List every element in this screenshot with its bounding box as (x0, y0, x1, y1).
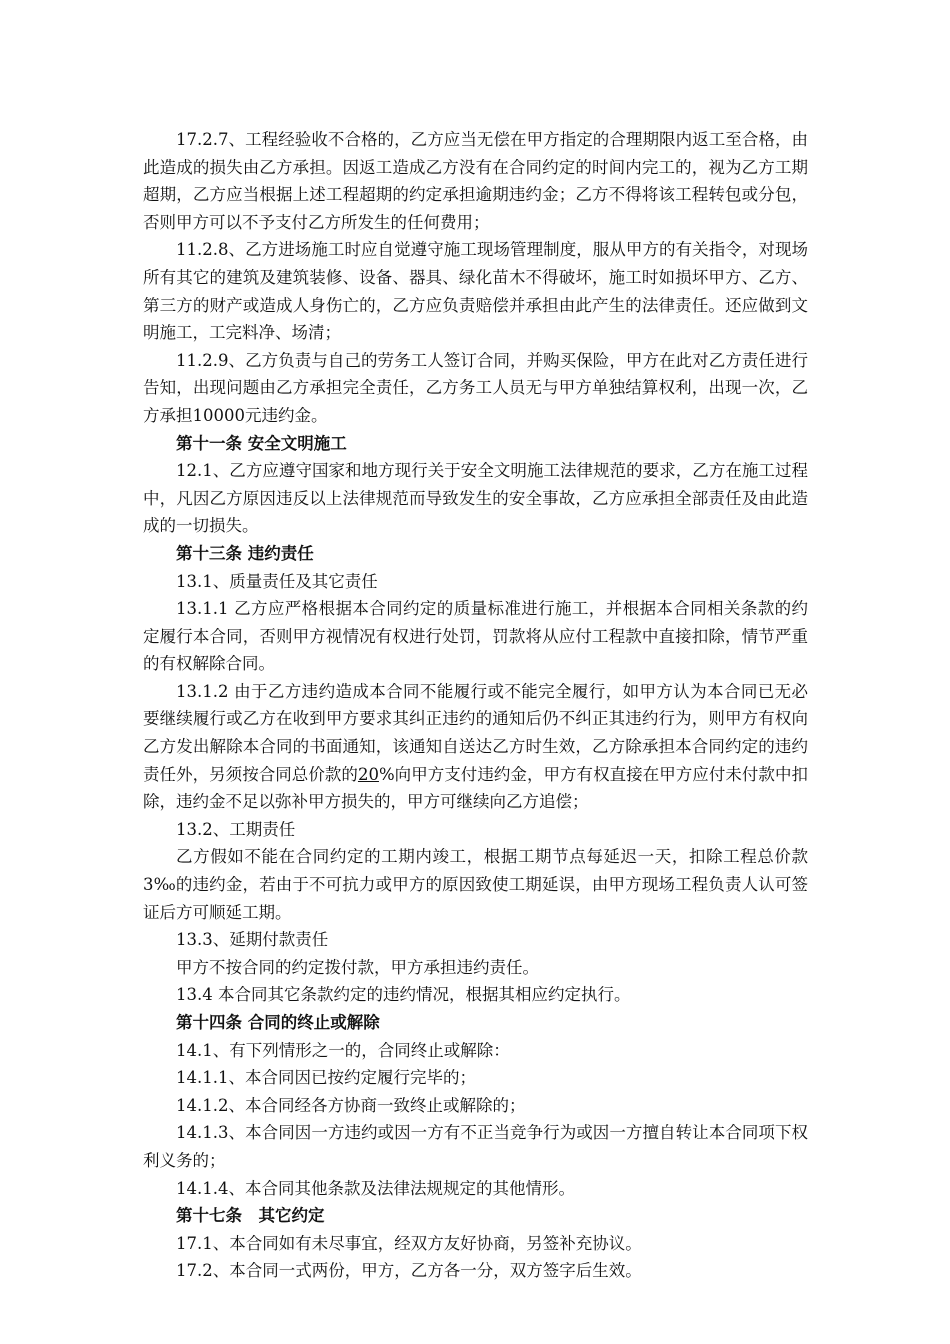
clause-13-3: 13.3、延期付款责任 (176, 930, 329, 950)
clause-13-2-body: 乙方假如不能在合同约定的工期内竣工，根据工期节点每延迟一天，扣除工程总价款3‰的违约金，若由于不可抗力或甲方的原因致使工期延误，由甲方现场工程负责人认可签证后方可顺延工期。 (143, 847, 808, 922)
document-page (143, 126, 808, 1285)
section-heading-other: 第十七条 其它约定 (176, 1206, 325, 1226)
clause-17-1: 17.1、本合同如有未尽事宜，经双方友好协商，另签补充协议。 (176, 1233, 642, 1253)
clause-11-2-9: 11.2.9、乙方负责与自己的劳务工人签订合同，并购买保险，甲方在此对乙方责任进行告知，出现问题由乙方承担完全责任，乙方务工人员无与甲方单独结算权利，出现一次，乙方承担10000元违约金。 (143, 350, 808, 425)
clause-14-1-1: 14.1.1、本合同因已按约定履行完毕的； (176, 1068, 476, 1088)
clause-13-1-2-text-a: 13.1.2 由于乙方违约造成本合同不能履行或不能完全履行，如甲方认为本合同已无必要继续履行或乙方在收到甲方要求其纠正违约的通知后仍不纠正其违约行为，则甲方有权向乙方发出解除本合同的书面通知，该通知自送达乙方时生效，乙方除承担本合同约定的违约责任外，另须按合同总价款的 (143, 681, 808, 784)
clause-13-1: 13.1、质量责任及其它责任 (176, 571, 378, 591)
section-heading-safety: 第十一条 安全文明施工 (176, 433, 347, 453)
clause-13-1-1: 13.1.1 乙方应严格根据本合同约定的质量标准进行施工，并根据本合同相关条款的约定履行本合同，否则甲方视情况有权进行处罚，罚款将从应付工程款中直接扣除，情节严重的有权解除合同。 (143, 599, 808, 674)
section-heading-liability: 第十三条 违约责任 (176, 543, 314, 563)
clause-13-4: 13.4 本合同其它条款约定的违约情况，根据其相应约定执行。 (176, 985, 631, 1005)
section-heading-termination: 第十四条 合同的终止或解除 (176, 1013, 380, 1032)
clause-17-2-7: 17.2.7、工程经验收不合格的，乙方应当无偿在甲方指定的合理期限内返工至合格，由此造成的损失由乙方承担。因返工造成乙方没有在合同约定的时间内完工的，视为乙方工期超期，乙方应当根据上述工程超期的约定承担逾期违约金；乙方不得将该工程转包或分包，否则甲方可以不予支付乙方所发生的任何费用； (143, 130, 808, 232)
clause-13-1-2-text-b: %向甲方支付违约金，甲方有权直接在甲方应付未付款中扣除，违约金不足以弥补甲方损失的，甲方可继续向乙方追偿； (143, 764, 808, 812)
clause-11-2-8: 11.2.8、乙方进场施工时应自觉遵守施工现场管理制度，服从甲方的有关指令，对现场所有其它的建筑及建筑装修、设备、器具、绿化苗木不得破坏，施工时如损坏甲方、乙方、第三方的财产或造成人身伤亡的，乙方应负责赔偿并承担由此产生的法律责任。还应做到文明施工，工完料净、场清； (143, 240, 808, 343)
clause-12-1: 12.1、乙方应遵守国家和地方现行关于安全文明施工法律规范的要求，乙方在施工过程中，凡因乙方原因违反以上法律规范而导致发生的安全事故，乙方应承担全部责任及由此造成的一切损失。 (143, 461, 808, 536)
clause-13-2: 13.2、工期责任 (176, 819, 296, 839)
clause-13-3-body: 甲方不按合同的约定拨付款，甲方承担违约责任。 (176, 957, 539, 977)
clause-14-1-2: 14.1.2、本合同经各方协商一致终止或解除的； (176, 1095, 526, 1115)
penalty-percent: 20 (357, 764, 379, 784)
clause-13-1-2 (143, 678, 808, 816)
clause-14-1-4: 14.1.4、本合同其他条款及法律法规规定的其他情形。 (176, 1178, 575, 1198)
clause-14-1: 14.1、有下列情形之一的，合同终止或解除： (176, 1040, 510, 1060)
clause-14-1-3: 14.1.3、本合同因一方违约或因一方有不正当竞争行为或因一方擅自转让本合同项下权利义务的； (143, 1123, 808, 1170)
clause-17-2: 17.2、本合同一式两份，甲方，乙方各一分，双方签字后生效。 (176, 1261, 642, 1281)
